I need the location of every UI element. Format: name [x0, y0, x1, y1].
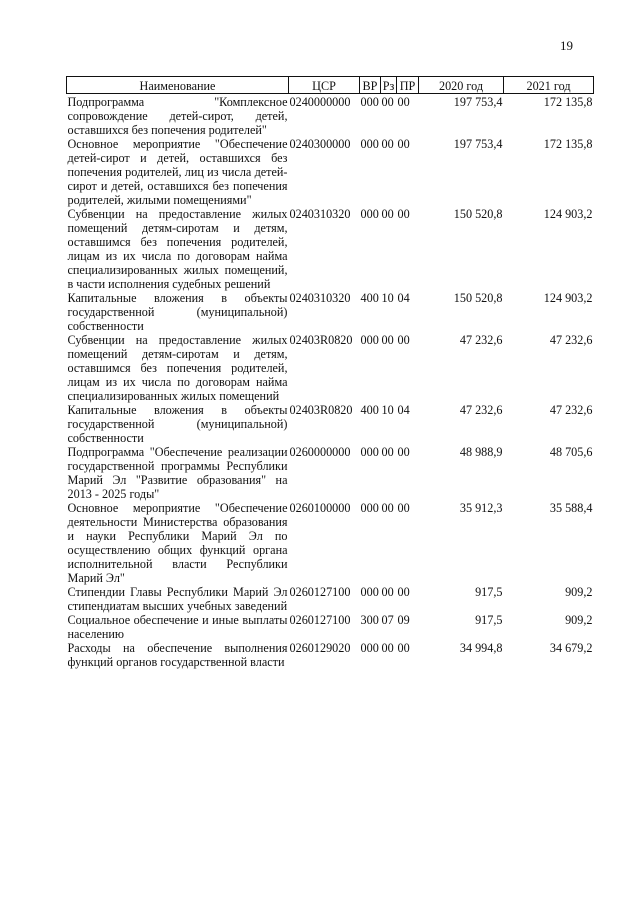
- row-2020: 197 753,4: [453, 137, 503, 151]
- row-name: Субвенции на предоставление жилых помещений детям-сиротам и детям, оставшимся без попечения родителей, лицам из их числа по договорам найма специализированных жилых помещений, в части исполнения судебных решений: [67, 207, 288, 291]
- header-name: Наименование: [67, 77, 289, 94]
- row-2021: 909,2: [565, 585, 593, 599]
- row-csr: 0260127100: [289, 613, 351, 627]
- row-rz: 00: [381, 95, 394, 109]
- row-vr: 000: [360, 333, 379, 347]
- header-pr: ПР: [397, 77, 419, 94]
- row-2020: 35 912,3: [459, 501, 503, 515]
- row-rz: 10: [381, 291, 394, 305]
- row-pr: 00: [397, 501, 410, 515]
- row-csr: 0240300000: [289, 137, 351, 151]
- row-name: Капитальные вложения в объекты государственной (муниципальной) собственности: [67, 403, 288, 445]
- row-2021: 48 705,6: [549, 445, 593, 459]
- table-header-row: [67, 77, 594, 94]
- table-row: [67, 641, 594, 669]
- row-2021: 47 232,6: [549, 403, 593, 417]
- row-csr: 0240310320: [289, 207, 351, 221]
- row-vr: 000: [360, 585, 379, 599]
- row-csr: 0260127100: [289, 585, 351, 599]
- row-rz: 00: [381, 333, 394, 347]
- table-row: [67, 207, 594, 291]
- row-rz: 00: [381, 445, 394, 459]
- row-rz: 07: [381, 613, 394, 627]
- table-row: [67, 291, 594, 333]
- row-vr: 000: [360, 137, 379, 151]
- row-2020: 197 753,4: [453, 95, 503, 109]
- row-name: Расходы на обеспечение выполнения функций органов государственной власти: [67, 641, 288, 669]
- row-vr: 000: [360, 95, 379, 109]
- row-name: Подпрограмма "Комплексное сопровождение детей-сирот, детей, оставшихся без попечения родителей": [67, 95, 288, 137]
- row-2020: 48 988,9: [459, 445, 503, 459]
- table-row: [67, 501, 594, 585]
- row-2021: 909,2: [565, 613, 593, 627]
- row-pr: 00: [397, 333, 410, 347]
- row-pr: 04: [397, 291, 410, 305]
- row-csr: 02403R0820: [289, 403, 353, 417]
- row-pr: 00: [397, 641, 410, 655]
- row-name: Капитальные вложения в объекты государственной (муниципальной) собственности: [67, 291, 288, 333]
- row-2021: 47 232,6: [549, 333, 593, 347]
- row-rz: 00: [381, 207, 394, 221]
- row-pr: 09: [397, 613, 410, 627]
- row-pr: 00: [397, 445, 410, 459]
- row-pr: 00: [397, 207, 410, 221]
- page-number: 19: [560, 38, 573, 53]
- row-rz: 00: [381, 641, 394, 655]
- table-row: [67, 613, 594, 641]
- table-row: [67, 445, 594, 501]
- row-2020: 34 994,8: [459, 641, 503, 655]
- row-2020: 917,5: [475, 613, 503, 627]
- row-name: Стипендии Главы Республики Марий Эл стипендиатам высших учебных заведений: [67, 585, 288, 613]
- row-rz: 00: [381, 137, 394, 151]
- row-vr: 000: [360, 445, 379, 459]
- row-pr: 04: [397, 403, 410, 417]
- row-2020: 917,5: [475, 585, 503, 599]
- row-name: Основное мероприятие "Обеспечение деятельности Министерства образования и науки Республики Марий Эл по осуществлению общих функций органа исполнительной власти Республики Марий Эл": [67, 501, 288, 585]
- row-2021: 124 903,2: [543, 207, 593, 221]
- table-row: [67, 333, 594, 403]
- header-vr: ВР: [360, 77, 381, 94]
- budget-table: [66, 76, 594, 669]
- row-2020: 150 520,8: [453, 291, 503, 305]
- table-row: [67, 585, 594, 613]
- row-csr: 0240310320: [289, 291, 351, 305]
- row-2020: 47 232,6: [459, 403, 503, 417]
- row-2021: 35 588,4: [549, 501, 593, 515]
- row-rz: 00: [381, 585, 394, 599]
- header-2021: 2021 год: [504, 77, 594, 94]
- table-row: [67, 403, 594, 445]
- table-row: [67, 137, 594, 207]
- row-2021: 172 135,8: [543, 137, 593, 151]
- table-row: [67, 95, 594, 137]
- row-2021: 124 903,2: [543, 291, 593, 305]
- row-csr: 02403R0820: [289, 333, 353, 347]
- row-pr: 00: [397, 95, 410, 109]
- row-csr: 0260100000: [289, 501, 351, 515]
- row-vr: 000: [360, 207, 379, 221]
- header-rz: Рз: [381, 77, 397, 94]
- row-csr: 0240000000: [289, 95, 351, 109]
- row-vr: 400: [360, 403, 379, 417]
- row-csr: 0260000000: [289, 445, 351, 459]
- row-rz: 00: [381, 501, 394, 515]
- row-name: Основное мероприятие "Обеспечение детей-сирот и детей, оставшихся без попечения родителей, лиц из числа детей-сирот и детей, оставшихся без попечения родителей, жилыми помещениями": [67, 137, 288, 207]
- row-vr: 400: [360, 291, 379, 305]
- row-2020: 47 232,6: [459, 333, 503, 347]
- row-2021: 34 679,2: [549, 641, 593, 655]
- row-vr: 000: [360, 641, 379, 655]
- row-csr: 0260129020: [289, 641, 351, 655]
- row-2021: 172 135,8: [543, 95, 593, 109]
- row-2020: 150 520,8: [453, 207, 503, 221]
- row-name: Субвенции на предоставление жилых помещений детям-сиротам и детям, оставшимся без попечения родителей, лицам из их числа по договорам найма специализированных жилых помещений: [67, 333, 288, 403]
- row-pr: 00: [397, 137, 410, 151]
- row-pr: 00: [397, 585, 410, 599]
- row-name: Социальное обеспечение и иные выплаты населению: [67, 613, 288, 641]
- row-vr: 000: [360, 501, 379, 515]
- row-rz: 10: [381, 403, 394, 417]
- row-vr: 300: [360, 613, 379, 627]
- row-name: Подпрограмма "Обеспечение реализации государственной программы Республики Марий Эл "Развитие образования" на 2013 - 2025 годы": [67, 445, 288, 501]
- header-2020: 2020 год: [419, 77, 504, 94]
- header-csr: ЦСР: [289, 77, 360, 94]
